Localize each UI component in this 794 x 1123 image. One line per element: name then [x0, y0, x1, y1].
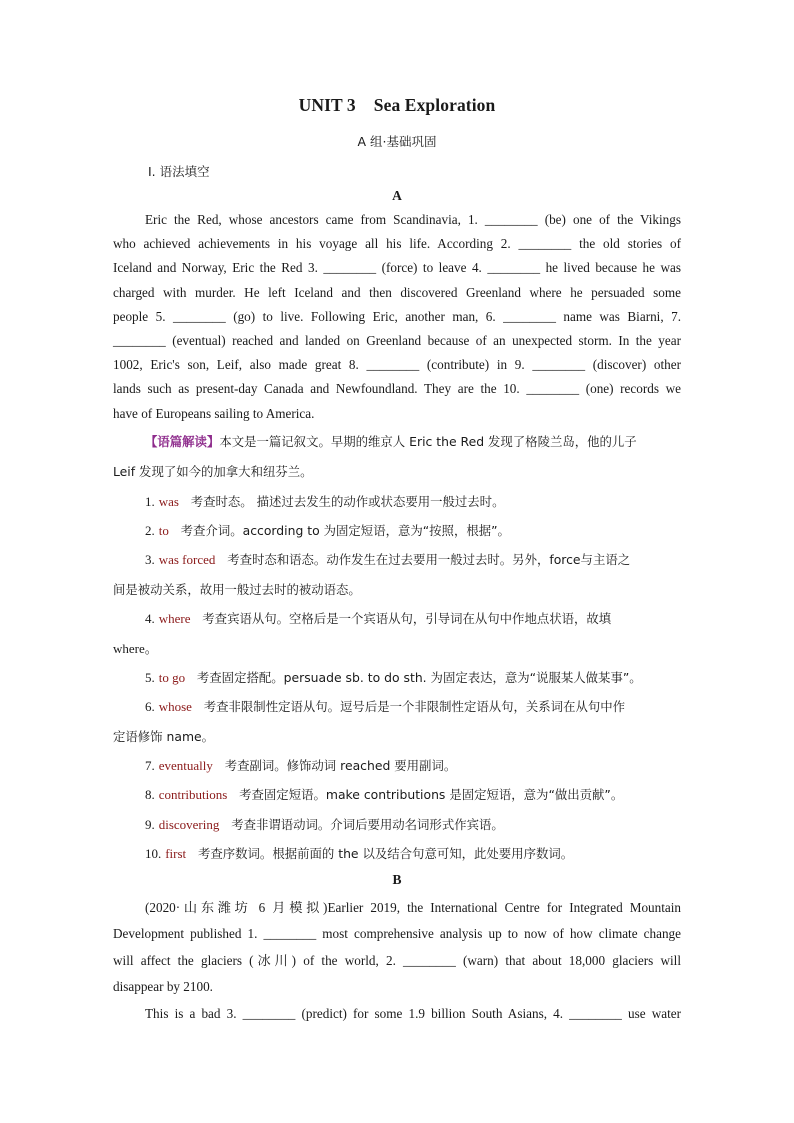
answer-item: [113, 550, 715, 568]
passage-a-line: Eric the Red, whose ancestors came from Scandinavia, 1. ________ (be) one of the Vikings: [145, 212, 681, 227]
answer-item: [113, 521, 715, 539]
answer-text: eventually: [158, 758, 213, 773]
passage-b-line: This is a bad 3. ________ (predict) for some 1.9 billion South Asians, 4. ________ use water: [145, 1005, 681, 1021]
answer-number: 3.: [145, 552, 155, 567]
analysis-tag: 【语篇解读】: [145, 434, 220, 449]
answer-text: discovering: [158, 817, 220, 832]
answer-number: 1.: [145, 494, 155, 509]
passage-b-line: Development published 1. ________ most comprehensive analysis up to now of how climate change: [113, 926, 681, 942]
analysis-line: Leif 发现了如今的加拿大和纽芬兰。: [113, 464, 313, 479]
answer-explanation: 考查副词。修饰动词 reached 要用副词。: [224, 758, 457, 773]
answer-text: to: [158, 523, 169, 538]
answer-item: [113, 785, 715, 803]
answer-text: whose: [158, 699, 192, 714]
answer-text: where: [158, 611, 191, 626]
unit-label: UNIT 3: [298, 95, 356, 115]
answer-explanation: 考查宾语从句。空格后是一个宾语从句，引导词在从句中作地点状语，故填: [202, 611, 612, 626]
passage-b-line: disappear by 2100.: [113, 979, 213, 995]
answer-number: 9.: [145, 817, 155, 832]
group-heading: A 组·基础巩固: [357, 134, 437, 149]
answer-text: to go: [158, 670, 186, 685]
answer-explanation: 考查固定搭配。persuade sb. to do sth. 为固定表达，意为“说服某人做某事”。: [196, 670, 642, 685]
analysis-line: [113, 432, 715, 450]
answer-number: 8.: [145, 787, 155, 802]
answer-text: contributions: [158, 787, 228, 802]
passage-a-letter: A: [392, 188, 402, 203]
answer-explanation-cont: where。: [113, 641, 158, 656]
passage-b-line: will affect the glaciers (冰川) of the world, 2. ________ (warn) that about 18,000 glaciers will: [113, 952, 681, 968]
answer-item: [113, 844, 715, 862]
answer-explanation-cont: 定语修饰 name。: [113, 729, 215, 744]
passage-a-line: lands such as present-day Canada and Newfoundland. They are the 10. ________ (one) records we: [113, 381, 681, 397]
passage-a-line: Iceland and Norway, Eric the Red 3. ________ (force) to leave 4. ________ he lived because he was: [113, 260, 681, 276]
passage-a-line: ________ (eventual) reached and landed on Greenland because of an unexpected storm. In the year: [113, 332, 681, 348]
answer-explanation-cont: 间是被动关系，故用一般过去时的被动语态。: [113, 582, 361, 597]
passage-a-line: have of Europeans sailing to America.: [113, 405, 315, 421]
section-heading: Ⅰ. 语法填空: [148, 164, 210, 179]
passage-b-letter: B: [392, 872, 402, 887]
answer-number: 6.: [145, 699, 155, 714]
answer-explanation: 考查介词。according to 为固定短语，意为“按照，根据”。: [180, 523, 510, 538]
answer-number: 10.: [145, 846, 162, 861]
answer-text: was forced: [158, 552, 216, 567]
answer-text: first: [165, 846, 187, 861]
answer-explanation: 考查非限制性定语从句。逗号后是一个非限制性定语从句，关系词在从句中作: [203, 699, 626, 714]
passage-a-line: charged with murder. He left Iceland and then discovered Greenland where he persuaded some: [113, 284, 681, 300]
answer-text: was: [158, 494, 179, 509]
answer-explanation: 考查时态和语态。动作发生在过去要用一般过去时。另外，force与主语之: [227, 552, 631, 567]
passage-b-line: (2020·山东潍坊 6 月模拟)Earlier 2019, the International Centre for Integrated Mountain: [145, 900, 681, 915]
unit-title: Sea Exploration: [373, 95, 496, 115]
passage-b: [113, 895, 681, 1027]
answer-item: [113, 668, 715, 686]
answer-item: [113, 697, 715, 715]
passage-a-line: who achieved achievements in his voyage all his life. According 2. ________ the old stories of: [113, 236, 681, 252]
answer-number: 5.: [145, 670, 155, 685]
answer-explanation: 考查时态。 描述过去发生的动作或状态要用一般过去时。: [190, 494, 505, 509]
answer-item: [113, 815, 715, 833]
answer-item: [113, 609, 715, 627]
answer-number: 4.: [145, 611, 155, 626]
answer-item: [113, 492, 715, 510]
answer-explanation: 考查序数词。根据前面的 the 以及结合句意可知，此处要用序数词。: [197, 846, 574, 861]
answer-number: 2.: [145, 523, 155, 538]
answer-item: [113, 756, 715, 774]
answer-explanation: 考查非谓语动词。介词后要用动名词形式作宾语。: [231, 817, 504, 832]
passage-a-line: 1002, Eric's son, Leif, also made great 8. ________ (contribute) in 9. ________ (discover) other: [113, 357, 681, 373]
analysis-text: 本文是一篇记叙文。早期的维京人 Eric the Red 发现了格陵兰岛，他的儿子: [219, 434, 637, 449]
answer-explanation: 考查固定短语。make contributions 是固定短语，意为“做出贡献”。: [239, 787, 624, 802]
passage-a: [113, 208, 681, 426]
page-title: [0, 95, 794, 116]
answer-number: 7.: [145, 758, 155, 773]
passage-a-line: people 5. ________ (go) to live. Following Eric, another man, 6. ________ name was Biarni, 7.: [113, 308, 681, 324]
